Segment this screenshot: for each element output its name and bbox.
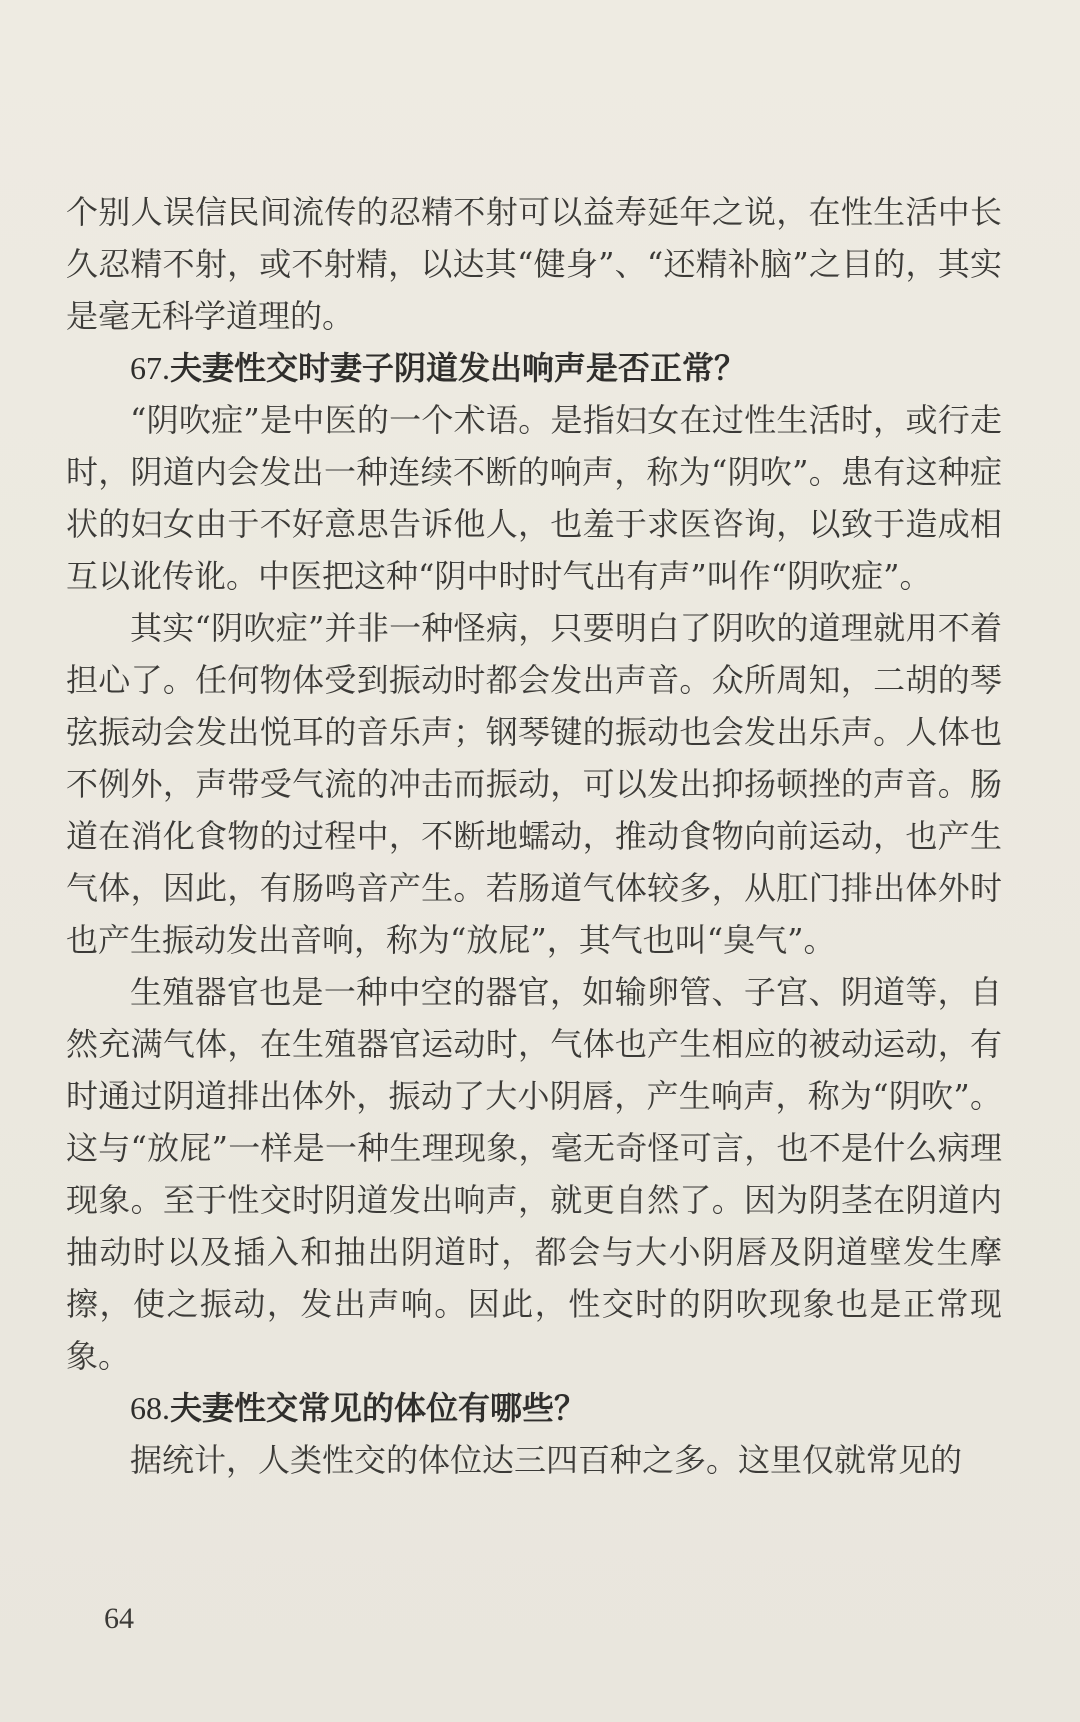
section-heading-67 [66,342,1002,394]
heading-number: 68. [130,1390,170,1426]
paragraph: 其实“阴吹症”并非一种怪病，只要明白了阴吹的道理就用不着担心了。任何物体受到振动时都会发出声音。众所周知，二胡的琴弦振动会发出悦耳的音乐声；钢琴键的振动也会发出乐声。人体也不例外，声带受气流的冲击而振动，可以发出抑扬顿挫的声音。肠道在消化食物的过程中，不断地蠕动，推动食物向前运动，也产生气体，因此，有肠鸣音产生。若肠道气体较多，从肛门排出体外时也产生振动发出音响，称为“放屁”，其气也叫“臭气”。 [66,609,1002,959]
page-number: 64 [104,1602,134,1635]
heading-text: 夫妻性交时妻子阴道发出响声是否正常？ [170,349,747,387]
paragraph: “阴吹症”是中医的一个术语。是指妇女在过性生活时，或行走时，阴道内会发出一种连续不断的响声，称为“阴吹”。患有这种症状的妇女由于不好意思告诉他人，也羞于求医咨询，以致于造成相互以讹传讹。中医把这种“阴中时时气出有声”叫作“阴吹症”。 [66,401,1002,595]
paragraph: 据统计，人类性交的体位达三四百种之多。这里仅就常见的 [130,1441,963,1479]
section-heading-68 [66,1382,1002,1434]
heading-number: 67. [130,350,170,386]
paragraph-continuation: 个别人误信民间流传的忍精不射可以益寿延年之说，在性生活中长久忍精不射，或不射精，以达其“健身”、“还精补脑”之目的，其实是毫无科学道理的。 [66,193,1002,335]
paragraph: 生殖器官也是一种中空的器官，如输卵管、子宫、阴道等，自然充满气体，在生殖器官运动时，气体也产生相应的被动运动，有时通过阴道排出体外，振动了大小阴唇，产生响声，称为“阴吹”。这与“放屁”一样是一种生理现象，毫无奇怪可言，也不是什么病理现象。至于性交时阴道发出响声，就更自然了。因为阴茎在阴道内抽动时以及插入和抽出阴道时，都会与大小阴唇及阴道壁发生摩擦，使之振动，发出声响。因此，性交时的阴吹现象也是正常现象。 [66,973,1002,1375]
page-body [66,186,1002,1486]
heading-text: 夫妻性交常见的体位有哪些？ [170,1389,587,1427]
